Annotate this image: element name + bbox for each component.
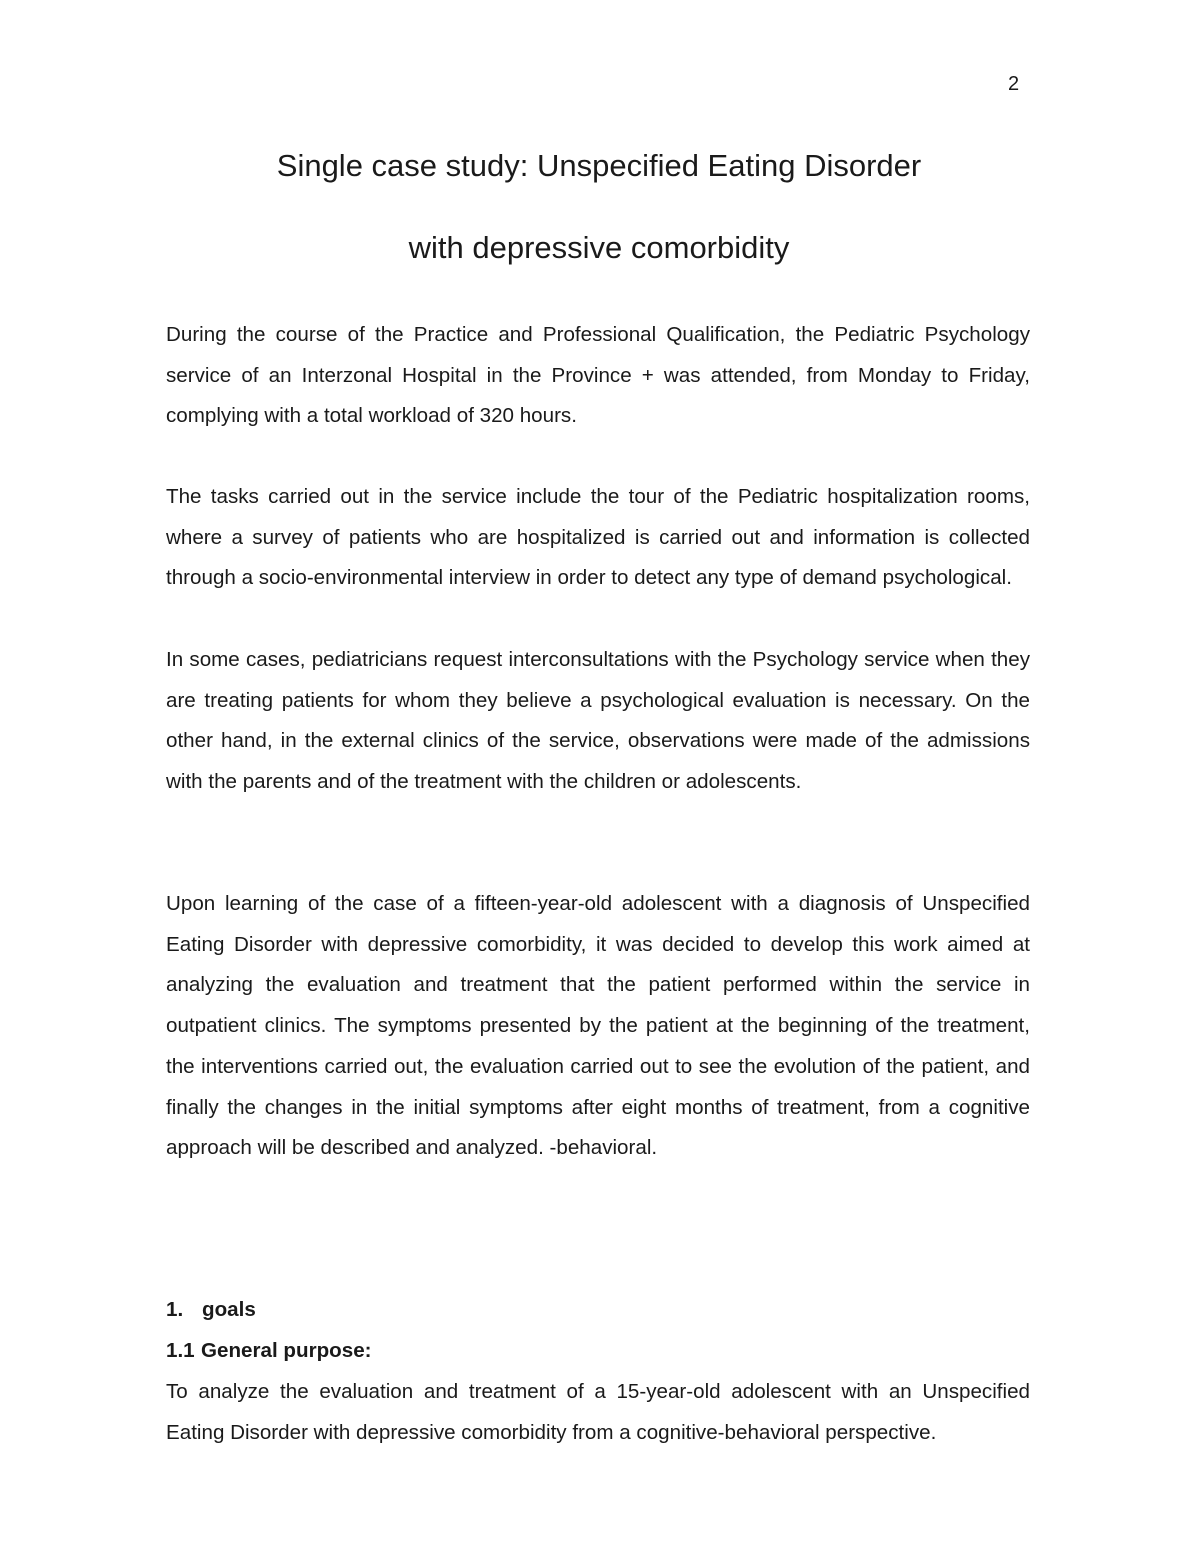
subsection-title: General purpose:: [201, 1339, 372, 1362]
paragraph-general-purpose: To analyze the evaluation and treatment of a 15-year-old adolescent with an Unspecified Eating Disorder with depressive comorbidity from a cognitive-behavioral perspective.: [166, 1380, 1030, 1444]
section-heading-goals: [166, 1290, 256, 1330]
subsection-number: 1.1: [166, 1339, 195, 1362]
paragraph-interconsultations: In some cases, pediatricians request interconsultations with the Psychology service when they are treating patients for whom they believe a psychological evaluation is necessary. On the other hand, in the external clinics of the service, observations were made of the admissions with the parents and of the treatment with the children or adolescents.: [166, 648, 1030, 794]
section-title: goals: [202, 1298, 256, 1321]
paragraph-service-tasks: The tasks carried out in the service include the tour of the Pediatric hospitalization rooms, where a survey of patients who are hospitalized is carried out and information is collected through a socio-environmental interview in order to detect any type of demand psychological.: [166, 485, 1030, 590]
paragraph-case-introduction: Upon learning of the case of a fifteen-year-old adolescent with a diagnosis of Unspecified Eating Disorder with depressive comorbidity, it was decided to develop this work aimed at analyzing the evaluation and treatment that the patient performed within the service in outpatient clinics. The symptoms presented by the patient at the beginning of the treatment, the interventions carried out, the evaluation carried out to see the evolution of the patient, and finally the changes in the initial symptoms after eight months of treatment, from a cognitive approach will be described and analyzed. -behavioral.: [166, 892, 1030, 1160]
subsection-heading-general-purpose: [166, 1331, 372, 1371]
document-title-line-1: Single case study: Unspecified Eating Disorder: [276, 148, 922, 183]
page-number: 2: [1008, 73, 1020, 95]
document-title-line-2: with depressive comorbidity: [408, 230, 790, 265]
paragraph-practice-description: During the course of the Practice and Professional Qualification, the Pediatric Psychology service of an Interzonal Hospital in the Province + was attended, from Monday to Friday, complying with a total workload of 320 hours.: [166, 323, 1030, 428]
section-number: 1.: [166, 1298, 184, 1321]
